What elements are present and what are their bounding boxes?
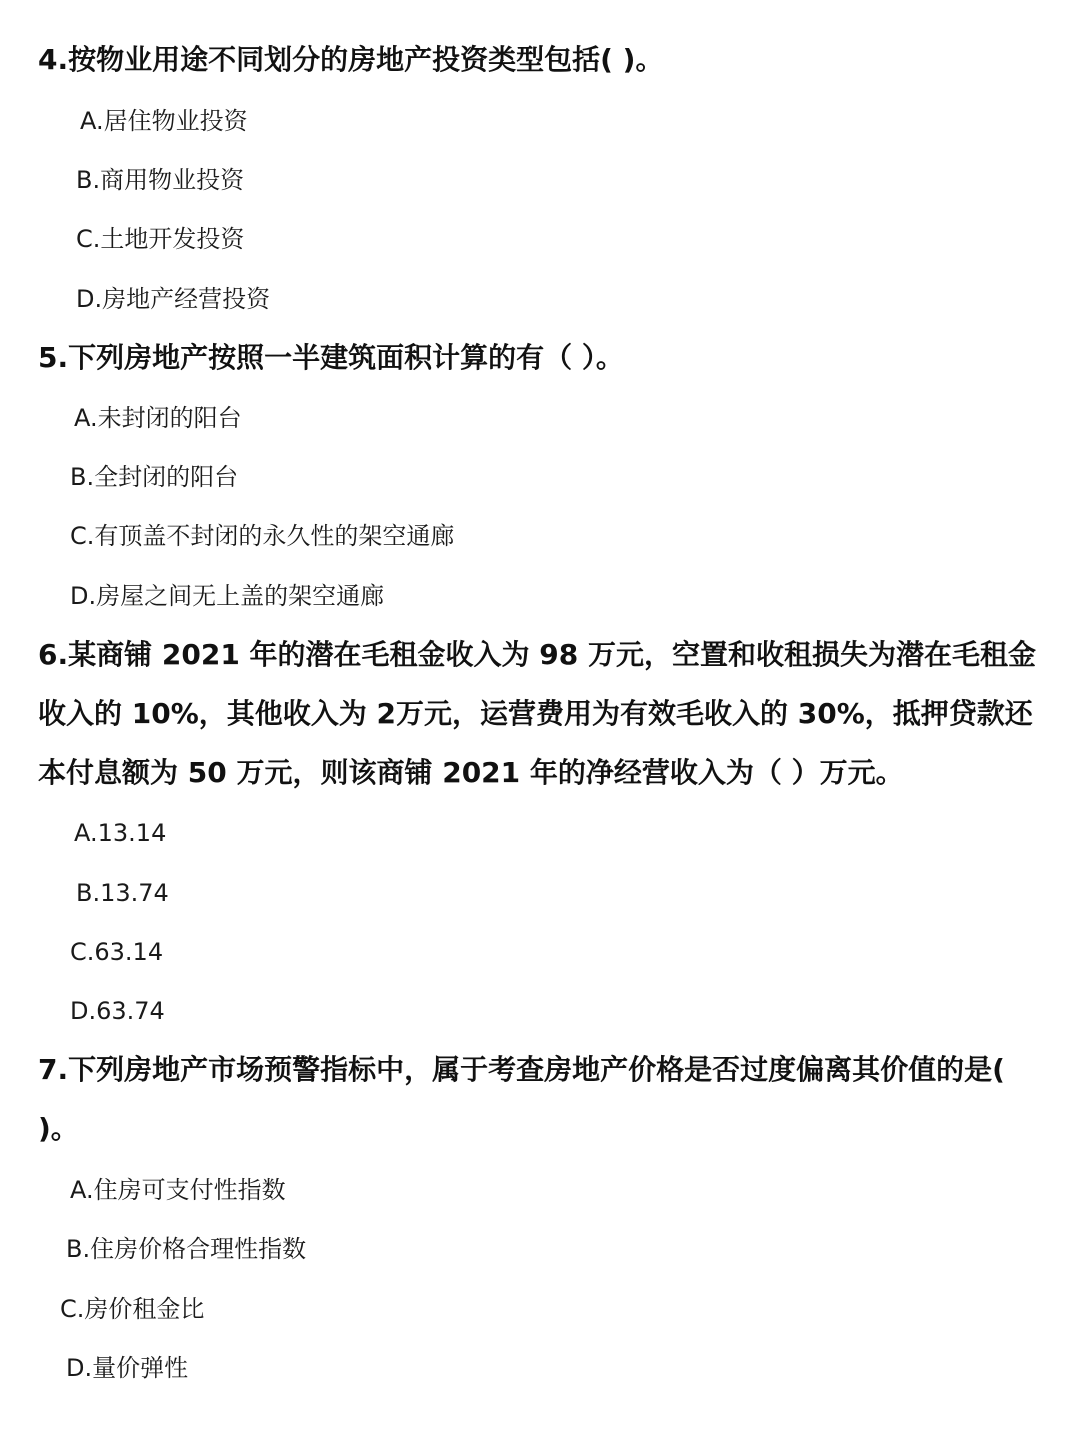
question-7-option-b: B.住房价格合理性指数: [66, 1235, 307, 1263]
question-7-stem: 7.下列房地产市场预警指标中，属于考查房地产价格是否过度偏离其价值的是( )。: [38, 1053, 1005, 1145]
question-4-option-b: B.商用物业投资: [76, 166, 245, 194]
question-4-option-d: D.房地产经营投资: [76, 285, 271, 313]
question-4-option-c: C.土地开发投资: [76, 225, 245, 253]
question-4-option-a: A.居住物业投资: [80, 107, 248, 135]
question-4-stem: 4.按物业用途不同划分的房地产投资类型包括( )。: [38, 43, 664, 76]
question-5-stem: 5.下列房地产按照一半建筑面积计算的有（ ）。: [38, 341, 624, 374]
question-7-option-c: C.房价租金比: [60, 1295, 205, 1323]
question-6-stem: 6.某商铺 2021 年的潜在毛租金收入为 98 万元，空置和收租损失为潜在毛租金收入的 10%，其他收入为 2万元，运营费用为有效毛收入的 30%，抵押贷款还本付息额为 50 万元，则该商铺 2021 年的净经营收入为（ ）万元。: [38, 638, 1037, 789]
question-7-option-d: D.量价弹性: [66, 1354, 189, 1382]
question-5-option-b: B.全封闭的阳台: [70, 463, 239, 491]
question-6-option-a: A.13.14: [74, 819, 167, 847]
question-5-option-d: D.房屋之间无上盖的架空通廊: [70, 582, 385, 610]
question-5-option-c: C.有顶盖不封闭的永久性的架空通廊: [70, 522, 455, 550]
question-7-option-a: A.住房可支付性指数: [70, 1176, 286, 1204]
question-6-option-c: C.63.14: [70, 938, 164, 966]
question-6-option-b: B.13.74: [76, 879, 169, 907]
question-5-option-a: A.未封闭的阳台: [74, 404, 242, 432]
question-6-option-d: D.63.74: [70, 997, 165, 1025]
